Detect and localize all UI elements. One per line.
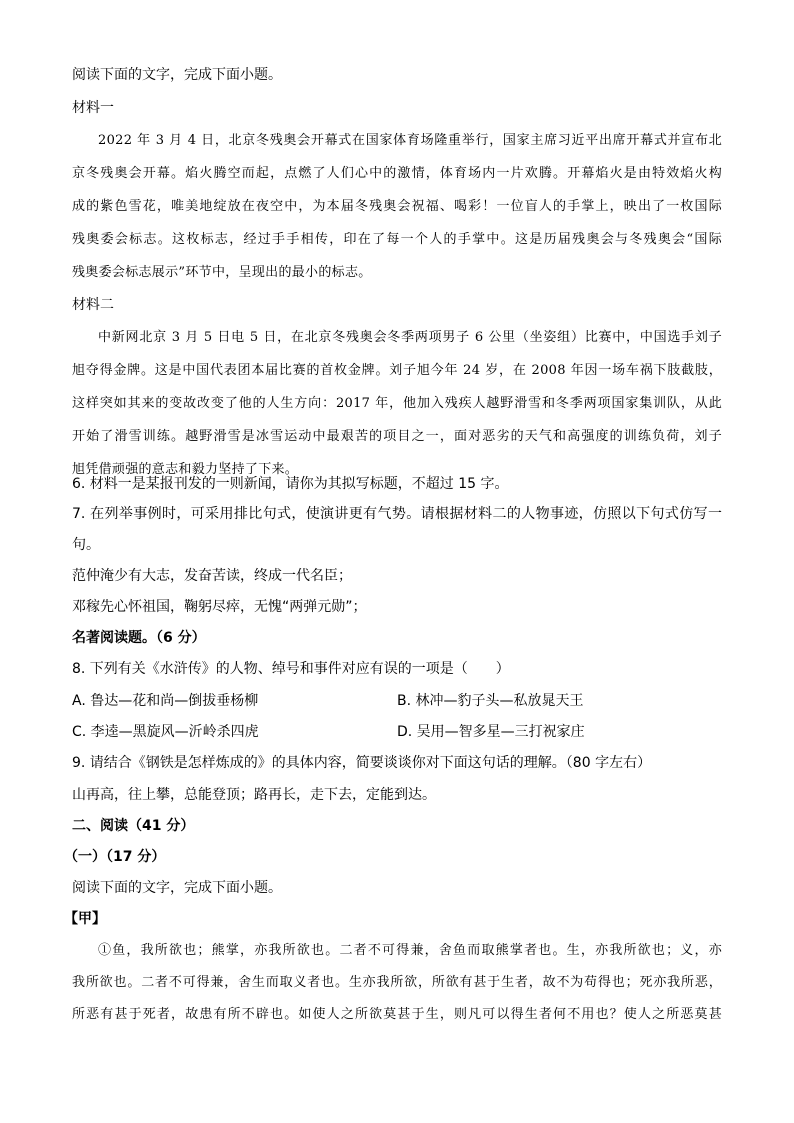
question-7-example: 范仲淹少有大志，发奋苦读，终成一代名臣； <box>72 568 352 584</box>
material-two-paragraph-line: 开始了滑雪训练。越野滑雪是冰雪运动中最艰苦的项目之一，面对恶劣的天气和高强度的训练负荷，刘子 <box>72 429 722 444</box>
question-8-option-c: C. 李逵—黑旋风—沂岭杀四虎 <box>72 724 259 740</box>
material-one-paragraph-line: 2022 年 3 月 4 日，北京冬残奥会开幕式在国家体育场隆重举行，国家主席习近平出席开幕式并宣布北 <box>98 133 722 148</box>
question-7-stem-continued: 句。 <box>72 537 100 553</box>
material-two-paragraph-line: 这样突如其来的变故改变了他的人生方向：2017 年，他加入残疾人越野滑雪和冬季两项国家集训队，从此 <box>72 396 722 411</box>
material-two-paragraph-line: 中新网北京 3 月 5 日电 5 日，在北京冬残奥会冬季两项男子 6 公里（坐姿组）比赛中，中国选手刘子 <box>98 330 722 345</box>
section-heading-classics: 名著阅读题。（6 分） <box>72 630 206 646</box>
material-one-paragraph-line: 京冬残奥会开幕。焰火腾空而起，点燃了人们心中的激情，体育场内一片欢腾。开幕焰火是由特效焰火构 <box>72 166 722 181</box>
passage-jia-line: 我所欲也。二者不可得兼，舍生而取义者也。生亦我所欲，所欲有甚于生者，故不为苟得也；死亦我所恶， <box>72 975 722 990</box>
material-two-label: 材料二 <box>72 297 114 313</box>
material-one-paragraph-line: 残奥委会标志。这枚标志，经过手手相传，印在了每一个人的手掌中。这是历届残奥会与冬残奥会“国际 <box>72 232 722 247</box>
question-9-stem: 9. 请结合《钢铁是怎样炼成的》的具体内容，简要谈谈你对下面这句话的理解。（80 字左右） <box>72 755 652 771</box>
question-8-option-d: D. 吴用—智多星—三打祝家庄 <box>397 724 585 740</box>
reading-instruction: 阅读下面的文字，完成下面小题。 <box>72 67 282 83</box>
material-one-label: 材料一 <box>72 100 114 116</box>
material-one-paragraph-line: 成的紫色雪花，唯美地绽放在夜空中，为本届冬残奥会祝福、喝彩！一位盲人的手掌上，映出了一枚国际 <box>72 199 722 214</box>
question-6: 6. 材料一是某报刊发的一则新闻，请你为其拟写标题，不超过 15 字。 <box>72 476 509 492</box>
reading-instruction: 阅读下面的文字，完成下面小题。 <box>72 880 282 896</box>
passage-jia-line: ①鱼，我所欲也；熊掌，亦我所欲也。二者不可得兼，舍鱼而取熊掌者也。生，亦我所欲也；义，亦 <box>98 943 722 958</box>
question-8-option-a: A. 鲁达—花和尚—倒拔垂杨柳 <box>72 693 259 709</box>
subsection-heading: （一）（17 分） <box>64 849 166 865</box>
material-two-paragraph-line: 旭夺得金牌。这是中国代表团本届比赛的首枚金牌。刘子旭今年 24 岁，在 2008 年因一场车祸下肢截肢， <box>72 363 722 378</box>
question-7-example: 邓稼先心怀祖国，鞠躬尽瘁，无愧“两弹元勋”； <box>72 599 367 615</box>
material-one-paragraph-line: 残奥委会标志展示”环节中，呈现出的最小的标志。 <box>72 265 372 280</box>
section-heading-reading: 二、阅读（41 分） <box>72 818 195 834</box>
question-8-option-b: B. 林冲—豹子头—私放晁天王 <box>397 693 584 709</box>
material-two-paragraph-line: 旭凭借顽强的意志和毅力坚持了下来。 <box>72 462 299 477</box>
passage-jia-line: 所恶有甚于死者，故患有所不辟也。如使人之所欲莫甚于生，则凡可以得生者何不用也？使人之所恶莫甚 <box>72 1007 722 1022</box>
passage-jia-label: 【甲】 <box>64 911 106 927</box>
question-7-stem: 7. 在列举事例时，可采用排比句式，使演讲更有气势。请根据材料二的人物事迹，仿照以下句式仿写一 <box>72 506 722 522</box>
question-8-stem: 8. 下列有关《水浒传》的人物、绰号和事件对应有误的一项是（ ） <box>72 661 510 677</box>
question-9-quote: 山再高，往上攀，总能登顶；路再长，走下去，定能到达。 <box>72 787 436 803</box>
